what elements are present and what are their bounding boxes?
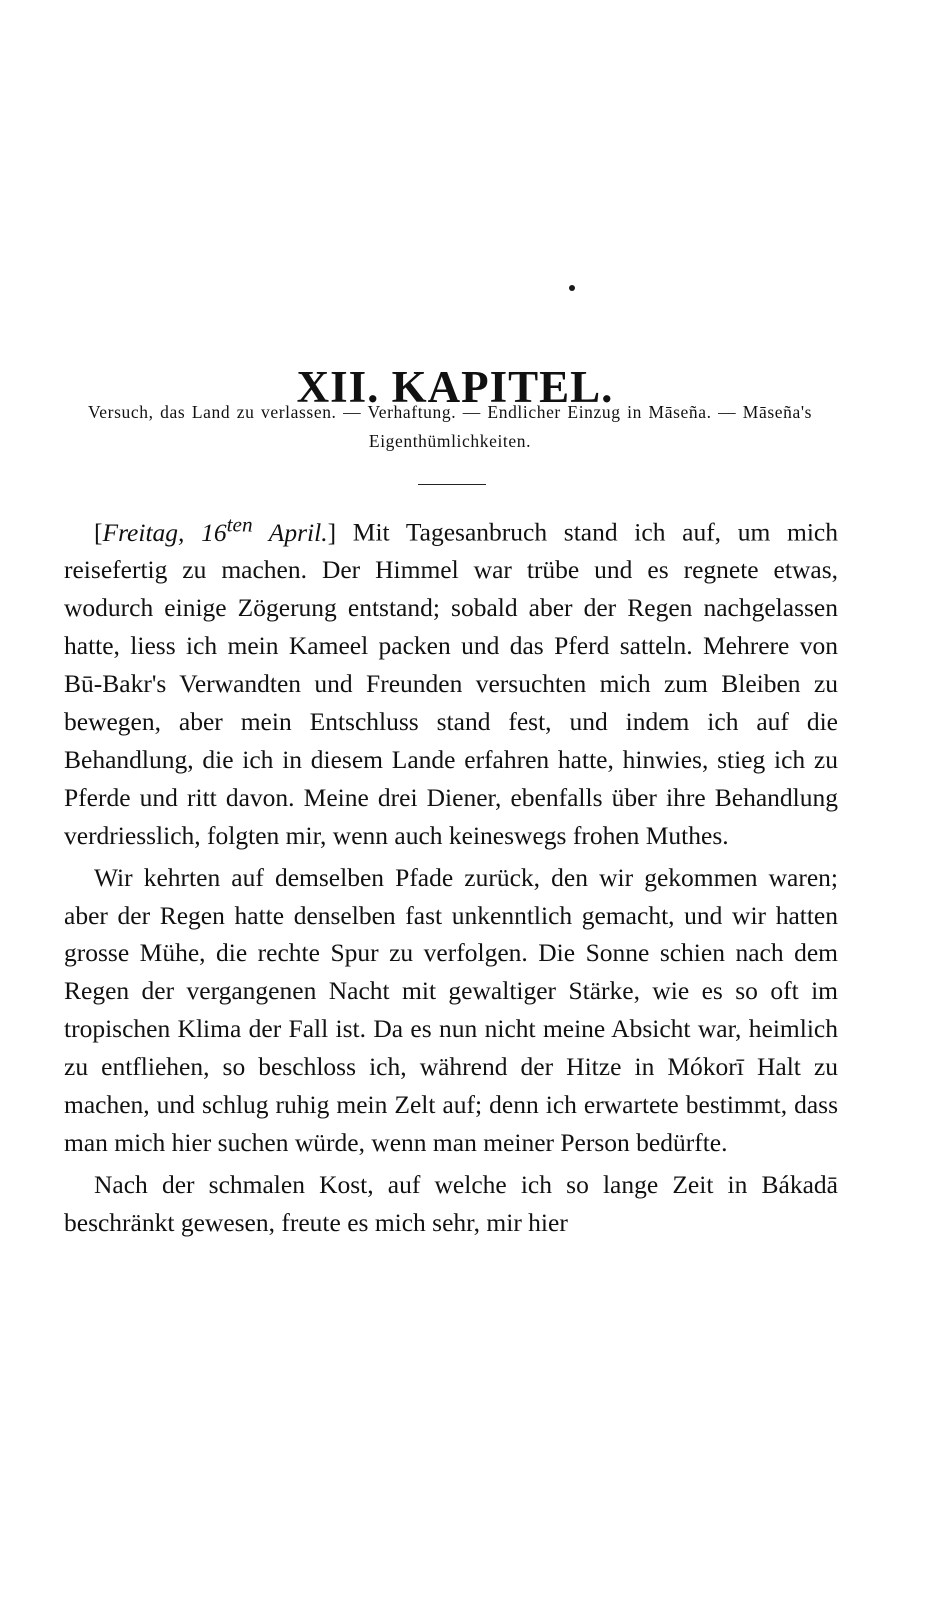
dateline-superscript: ten	[226, 512, 253, 536]
dateline-month: April.	[252, 517, 328, 547]
print-speck	[569, 285, 575, 291]
paragraph-3: Nach der schmalen Kost, auf welche ich so lange Zeit in Bákadā beschränkt gewesen, freute es mich sehr, mir hier	[64, 1169, 838, 1237]
chapter-title: XII. KAPITEL.	[296, 362, 614, 413]
dateline	[94, 512, 337, 547]
body-text	[64, 506, 838, 1246]
chapter-summary: Versuch, das Land zu verlassen. — Verhaftung. — Endlicher Einzug in Māseña. — Māseña's Eigenthümlichkeiten.	[88, 402, 812, 451]
dateline-day: Freitag, 16	[102, 517, 227, 547]
paragraph-2: Wir kehrten auf demselben Pfade zurück, den wir gekommen waren; aber der Regen hatte denselben fast unkenntlich gemacht, und wir hatten grosse Mühe, die rechte Spur zu verfolgen. Die Sonne schien nach dem Regen der vergangenen Nacht mit gewaltiger Stärke, wie es so oft im tropischen Klima der Fall ist. Da es nun nicht meine Absicht war, heimlich zu entfliehen, so beschloss ich, während der Hitze in Mókorī Halt zu machen, und schlug ruhig mein Zelt auf; denn ich erwartete bestimmt, dass man mich hier suchen würde, wenn man meiner Person bedürfte.	[64, 862, 838, 1157]
paragraph-1	[64, 506, 838, 855]
bracket-close: ]	[327, 517, 337, 547]
bracket-open: [	[94, 517, 103, 547]
paragraph-1-text: Mit Tagesanbruch stand ich auf, um mich reisefertig zu machen. Der Himmel war trübe und es regnete etwas, wodurch einige Zögerung entstand; sobald aber der Regen nachgelassen hatte, liess ich mein Kameel packen und das Pferd satteln. Mehrere von Bū-Bakr's Verwandten und Freunden versuchten mich zum Bleiben zu bewegen, aber mein Entschluss stand fest, und indem ich auf die Behandlung, die ich in diesem Lande erfahren hatte, hinwies, stieg ich zu Pferde und ritt davon. Meine drei Diener, ebenfalls über ihre Behandlung verdriesslich, folgten mir, wenn auch keineswegs frohen Muthes.	[64, 517, 838, 850]
title-divider	[418, 484, 486, 485]
